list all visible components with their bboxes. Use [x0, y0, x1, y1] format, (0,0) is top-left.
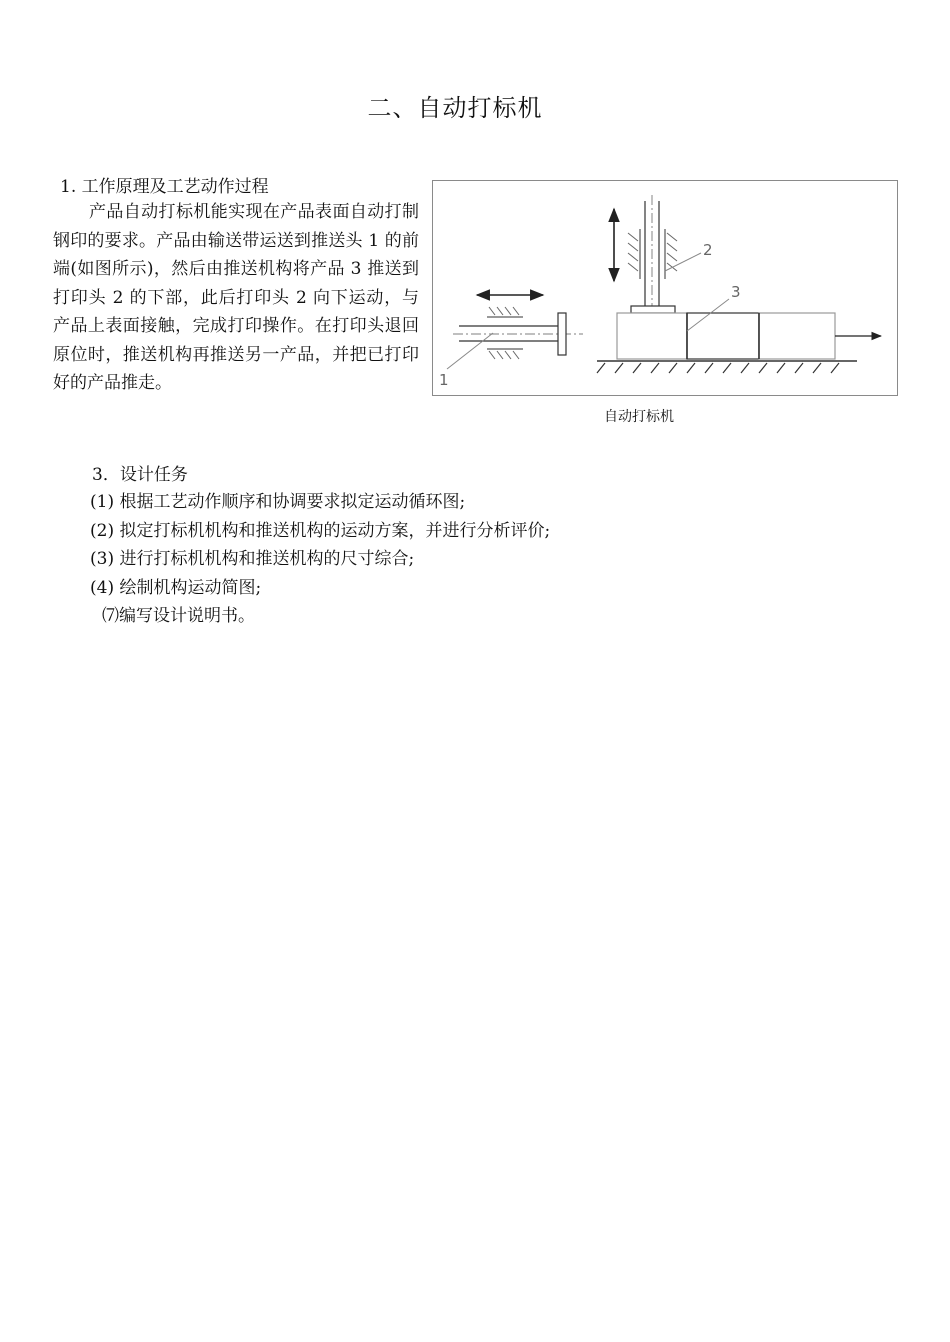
pusher-guide-top	[487, 307, 523, 317]
section1-heading: 1. 工作原理及工艺动作过程	[60, 177, 269, 197]
label-1-leader	[447, 333, 493, 369]
product-blocks	[617, 313, 835, 359]
mechanism-diagram	[433, 181, 897, 395]
principle-paragraph: 产品自动打标机能实现在产品表面自动打制钢印的要求。产品由输送带运送到推送头 1 的前端(如图所示)，然后由推送机构将产品 3 推送到打印头 2 的下部，此后打印头 2 向下运动，与产品上表面接触，完成打印操作。在打印头退回原位时，推送机构再推送另一产品，并把已打印好的产品推走。	[53, 202, 419, 393]
task-item: (1) 根据工艺动作顺序和协调要求拟定运动循环图;	[90, 492, 466, 512]
label-1: 1	[439, 371, 449, 389]
label-3: 3	[731, 283, 741, 301]
page-title: 二、自动打标机	[367, 94, 543, 122]
task-item: (2) 拟定打标机机构和推送机构的运动方案，并进行分析评价;	[90, 520, 551, 541]
label-2: 2	[703, 241, 713, 259]
pusher-guide-bottom	[487, 349, 523, 359]
task-item: (4) 绘制机构运动简图;	[90, 577, 262, 598]
task-item: (3) 进行打标机机构和推送机构的尺寸综合;	[90, 549, 415, 569]
print-head-rod	[631, 195, 675, 331]
section3-heading: 3．设计任务	[92, 465, 188, 485]
design-task-list	[90, 488, 550, 631]
figure-caption: 自动打标机	[604, 409, 674, 425]
marking-machine-figure	[432, 180, 898, 396]
task-item: ⑺编写设计说明书。	[102, 606, 255, 626]
conveyor-base	[597, 361, 857, 373]
